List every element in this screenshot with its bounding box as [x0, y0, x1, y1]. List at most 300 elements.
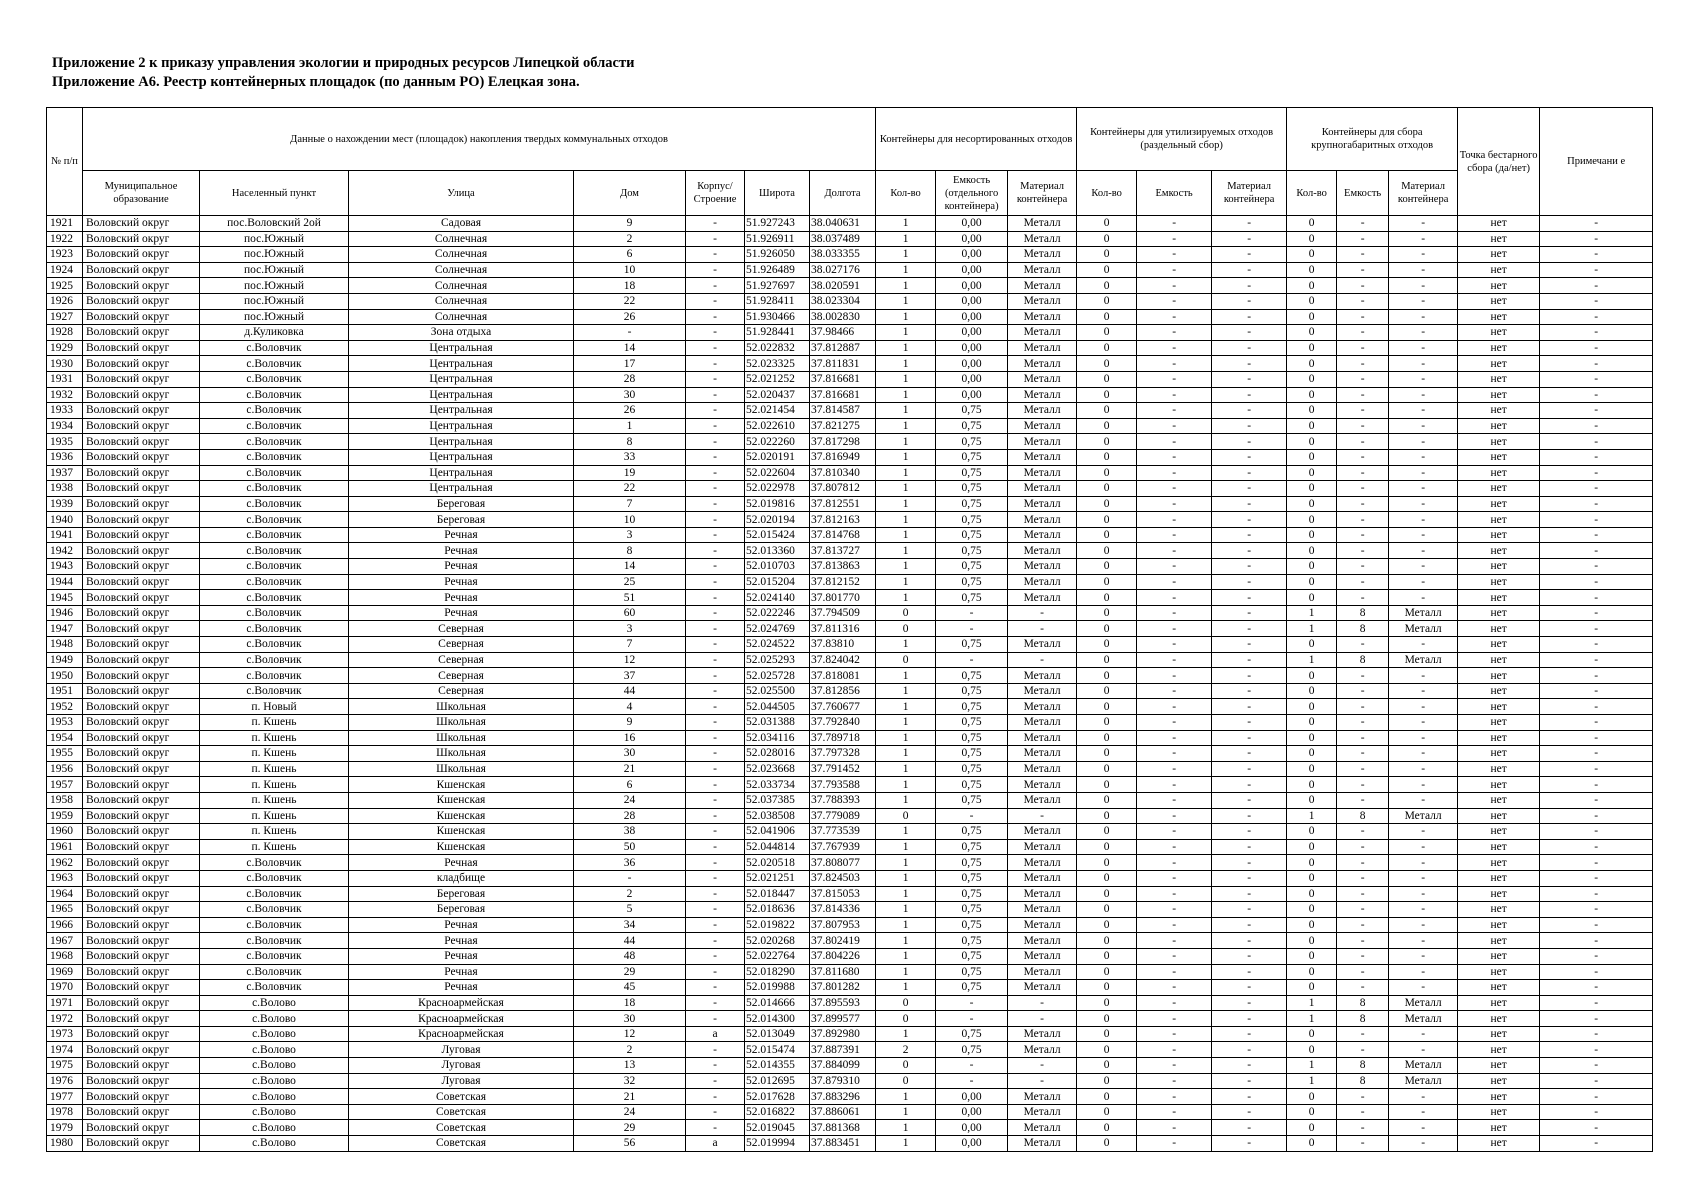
cell-longitude: 37.812887: [810, 340, 876, 356]
cell-bulky-count: 0: [1287, 481, 1337, 497]
cell-longitude: 37.816949: [810, 449, 876, 465]
cell-latitude: 51.928411: [745, 293, 810, 309]
cell-note: -: [1540, 481, 1653, 497]
cell-bulky-count: 1: [1287, 995, 1337, 1011]
cell-unsorted-capacity: -: [936, 1011, 1008, 1027]
cell-recyclable-material: -: [1212, 496, 1287, 512]
cell-settlement: пос.Южный: [200, 278, 349, 294]
cell-bulky-material: -: [1389, 418, 1458, 434]
cell-longitude: 37.812856: [810, 683, 876, 699]
cell-unsorted-material: Металл: [1008, 792, 1077, 808]
cell-longitude: 37.884099: [810, 1058, 876, 1074]
cell-unsorted-count: 1: [876, 262, 936, 278]
cell-settlement: с.Воловчик: [200, 527, 349, 543]
cell-municipality: Воловский округ: [83, 808, 200, 824]
cell-bulky-count: 0: [1287, 637, 1337, 653]
cell-num: 1954: [47, 730, 83, 746]
cell-unsorted-count: 1: [876, 231, 936, 247]
cell-unsorted-material: Металл: [1008, 839, 1077, 855]
table-row: [47, 216, 1653, 232]
cell-latitude: 52.044814: [745, 839, 810, 855]
cell-settlement: с.Воловчик: [200, 512, 349, 528]
cell-unsorted-count: 1: [876, 886, 936, 902]
cell-binless: нет: [1458, 293, 1540, 309]
cell-bulky-material: -: [1389, 278, 1458, 294]
cell-recyclable-capacity: -: [1137, 481, 1212, 497]
cell-recyclable-material: -: [1212, 340, 1287, 356]
cell-bulky-material: -: [1389, 870, 1458, 886]
cell-recyclable-count: 0: [1077, 1042, 1137, 1058]
cell-recyclable-count: 0: [1077, 746, 1137, 762]
cell-note: -: [1540, 917, 1653, 933]
cell-unsorted-count: 1: [876, 371, 936, 387]
cell-house: 36: [574, 855, 686, 871]
cell-unsorted-capacity: 0,75: [936, 543, 1008, 559]
cell-unsorted-capacity: 0,75: [936, 496, 1008, 512]
cell-recyclable-count: 0: [1077, 434, 1137, 450]
cell-house: 44: [574, 933, 686, 949]
cell-bulky-count: 0: [1287, 512, 1337, 528]
cell-bulky-count: 0: [1287, 262, 1337, 278]
cell-note: -: [1540, 590, 1653, 606]
cell-binless: нет: [1458, 1011, 1540, 1027]
cell-recyclable-capacity: -: [1137, 262, 1212, 278]
cell-unsorted-count: 0: [876, 1011, 936, 1027]
cell-building: -: [686, 262, 745, 278]
cell-longitude: 37.791452: [810, 761, 876, 777]
cell-recyclable-material: -: [1212, 839, 1287, 855]
cell-recyclable-material: -: [1212, 247, 1287, 263]
cell-num: 1936: [47, 449, 83, 465]
table-row: [47, 231, 1653, 247]
cell-latitude: 52.031388: [745, 715, 810, 731]
cell-bulky-capacity: -: [1337, 715, 1389, 731]
cell-municipality: Воловский округ: [83, 792, 200, 808]
cell-longitude: 37.792840: [810, 715, 876, 731]
cell-recyclable-capacity: -: [1137, 418, 1212, 434]
cell-latitude: 51.928441: [745, 325, 810, 341]
cell-unsorted-capacity: 0,00: [936, 216, 1008, 232]
table-row: [47, 933, 1653, 949]
cell-recyclable-capacity: -: [1137, 637, 1212, 653]
cell-note: -: [1540, 792, 1653, 808]
cell-num: 1969: [47, 964, 83, 980]
cell-recyclable-capacity: -: [1137, 559, 1212, 575]
cell-bulky-material: -: [1389, 761, 1458, 777]
cell-street: Центральная: [349, 371, 574, 387]
cell-unsorted-material: Металл: [1008, 278, 1077, 294]
cell-bulky-count: 0: [1287, 371, 1337, 387]
cell-building: -: [686, 325, 745, 341]
cell-street: Солнечная: [349, 247, 574, 263]
cell-unsorted-material: Металл: [1008, 512, 1077, 528]
cell-settlement: с.Воловчик: [200, 574, 349, 590]
cell-settlement: с.Воловчик: [200, 418, 349, 434]
cell-street: Речная: [349, 590, 574, 606]
cell-binless: нет: [1458, 902, 1540, 918]
cell-unsorted-capacity: 0,75: [936, 886, 1008, 902]
cell-bulky-material: -: [1389, 309, 1458, 325]
table-row: [47, 1011, 1653, 1027]
cell-building: -: [686, 247, 745, 263]
cell-building: -: [686, 496, 745, 512]
cell-recyclable-count: 0: [1077, 309, 1137, 325]
cell-house: 8: [574, 543, 686, 559]
cell-bulky-count: 0: [1287, 683, 1337, 699]
cell-house: 22: [574, 481, 686, 497]
cell-unsorted-count: 1: [876, 293, 936, 309]
cell-note: -: [1540, 933, 1653, 949]
cell-latitude: 51.926911: [745, 231, 810, 247]
cell-house: 26: [574, 403, 686, 419]
table-row: [47, 715, 1653, 731]
cell-recyclable-material: -: [1212, 1136, 1287, 1152]
cell-unsorted-capacity: 0,75: [936, 1042, 1008, 1058]
cell-bulky-capacity: 8: [1337, 995, 1389, 1011]
cell-unsorted-count: 1: [876, 715, 936, 731]
cell-building: -: [686, 746, 745, 762]
cell-latitude: 52.019994: [745, 1136, 810, 1152]
header-bulky-capacity: Емкость: [1337, 171, 1389, 216]
cell-bulky-count: 0: [1287, 465, 1337, 481]
cell-recyclable-capacity: -: [1137, 948, 1212, 964]
cell-longitude: 37.816681: [810, 371, 876, 387]
cell-street: Советская: [349, 1120, 574, 1136]
cell-house: 14: [574, 559, 686, 575]
cell-building: -: [686, 278, 745, 294]
cell-unsorted-capacity: 0,00: [936, 1104, 1008, 1120]
cell-bulky-material: -: [1389, 403, 1458, 419]
cell-latitude: 52.020518: [745, 855, 810, 871]
table-row: [47, 761, 1653, 777]
cell-binless: нет: [1458, 403, 1540, 419]
cell-note: -: [1540, 1058, 1653, 1074]
table-row: [47, 278, 1653, 294]
table-row: [47, 387, 1653, 403]
cell-unsorted-count: 1: [876, 403, 936, 419]
cell-longitude: 37.818081: [810, 668, 876, 684]
cell-settlement: с.Волово: [200, 1011, 349, 1027]
header-recyclable-capacity: Емкость: [1137, 171, 1212, 216]
cell-municipality: Воловский округ: [83, 231, 200, 247]
cell-municipality: Воловский округ: [83, 434, 200, 450]
cell-longitude: 37.801282: [810, 980, 876, 996]
cell-note: -: [1540, 699, 1653, 715]
table-row: [47, 995, 1653, 1011]
cell-street: Северная: [349, 683, 574, 699]
cell-latitude: 52.025728: [745, 668, 810, 684]
cell-settlement: с.Воловчик: [200, 637, 349, 653]
cell-note: -: [1540, 777, 1653, 793]
cell-bulky-capacity: -: [1337, 465, 1389, 481]
cell-house: 38: [574, 824, 686, 840]
cell-settlement: с.Воловчик: [200, 917, 349, 933]
cell-house: 29: [574, 1120, 686, 1136]
cell-unsorted-material: Металл: [1008, 948, 1077, 964]
header-bulky-group: Контейнеры для сбора крупногабаритных отходов: [1287, 108, 1458, 171]
cell-note: -: [1540, 621, 1653, 637]
cell-note: -: [1540, 948, 1653, 964]
cell-street: Речная: [349, 980, 574, 996]
table-body: [47, 216, 1653, 1152]
cell-note: -: [1540, 496, 1653, 512]
cell-recyclable-capacity: -: [1137, 792, 1212, 808]
cell-latitude: 52.022604: [745, 465, 810, 481]
cell-latitude: 52.014355: [745, 1058, 810, 1074]
cell-street: Центральная: [349, 481, 574, 497]
cell-building: -: [686, 527, 745, 543]
cell-recyclable-capacity: -: [1137, 278, 1212, 294]
cell-house: 18: [574, 995, 686, 1011]
cell-num: 1922: [47, 231, 83, 247]
cell-bulky-count: 0: [1287, 1120, 1337, 1136]
cell-num: 1948: [47, 637, 83, 653]
cell-unsorted-capacity: 0,75: [936, 668, 1008, 684]
cell-latitude: 52.037385: [745, 792, 810, 808]
cell-num: 1974: [47, 1042, 83, 1058]
cell-unsorted-capacity: 0,75: [936, 824, 1008, 840]
cell-note: -: [1540, 247, 1653, 263]
cell-recyclable-capacity: -: [1137, 917, 1212, 933]
cell-house: 50: [574, 839, 686, 855]
cell-unsorted-material: Металл: [1008, 637, 1077, 653]
cell-binless: нет: [1458, 1104, 1540, 1120]
cell-settlement: с.Воловчик: [200, 465, 349, 481]
cell-settlement: пос.Воловский 2ой: [200, 216, 349, 232]
cell-binless: нет: [1458, 621, 1540, 637]
cell-bulky-capacity: -: [1337, 1089, 1389, 1105]
cell-latitude: 52.021454: [745, 403, 810, 419]
table-row: [47, 449, 1653, 465]
cell-recyclable-count: 0: [1077, 652, 1137, 668]
cell-note: -: [1540, 1104, 1653, 1120]
cell-unsorted-count: 1: [876, 387, 936, 403]
cell-unsorted-material: Металл: [1008, 746, 1077, 762]
cell-bulky-material: Металл: [1389, 652, 1458, 668]
cell-bulky-count: 0: [1287, 590, 1337, 606]
cell-recyclable-count: 0: [1077, 231, 1137, 247]
cell-recyclable-count: 0: [1077, 216, 1137, 232]
cell-bulky-capacity: -: [1337, 293, 1389, 309]
cell-unsorted-material: Металл: [1008, 496, 1077, 512]
cell-bulky-count: 0: [1287, 356, 1337, 372]
cell-binless: нет: [1458, 964, 1540, 980]
cell-latitude: 52.041906: [745, 824, 810, 840]
cell-recyclable-capacity: -: [1137, 902, 1212, 918]
cell-recyclable-material: -: [1212, 824, 1287, 840]
cell-bulky-capacity: 8: [1337, 621, 1389, 637]
cell-recyclable-material: -: [1212, 761, 1287, 777]
cell-latitude: 52.018636: [745, 902, 810, 918]
cell-note: -: [1540, 293, 1653, 309]
cell-bulky-material: Металл: [1389, 1011, 1458, 1027]
cell-num: 1972: [47, 1011, 83, 1027]
cell-unsorted-count: 1: [876, 1089, 936, 1105]
cell-settlement: с.Воловчик: [200, 933, 349, 949]
cell-longitude: 37.815053: [810, 886, 876, 902]
cell-bulky-material: Металл: [1389, 621, 1458, 637]
cell-recyclable-capacity: -: [1137, 824, 1212, 840]
table-row: [47, 1104, 1653, 1120]
cell-unsorted-material: Металл: [1008, 761, 1077, 777]
cell-recyclable-material: -: [1212, 1073, 1287, 1089]
cell-num: 1960: [47, 824, 83, 840]
cell-house: 37: [574, 668, 686, 684]
cell-recyclable-capacity: -: [1137, 293, 1212, 309]
cell-house: 5: [574, 902, 686, 918]
cell-settlement: с.Воловчик: [200, 434, 349, 450]
cell-bulky-capacity: -: [1337, 403, 1389, 419]
header-recyclable-count: Кол-во: [1077, 171, 1137, 216]
cell-settlement: с.Волово: [200, 1042, 349, 1058]
cell-num: 1939: [47, 496, 83, 512]
cell-recyclable-count: 0: [1077, 1104, 1137, 1120]
cell-bulky-count: 1: [1287, 1058, 1337, 1074]
table-row: [47, 1058, 1653, 1074]
cell-binless: нет: [1458, 278, 1540, 294]
table-row: [47, 886, 1653, 902]
cell-street: Солнечная: [349, 278, 574, 294]
container-sites-registry-table: [46, 107, 1653, 1152]
cell-recyclable-count: 0: [1077, 1073, 1137, 1089]
cell-bulky-capacity: -: [1337, 902, 1389, 918]
cell-bulky-material: -: [1389, 668, 1458, 684]
cell-bulky-capacity: -: [1337, 855, 1389, 871]
cell-bulky-material: -: [1389, 559, 1458, 575]
cell-recyclable-material: -: [1212, 886, 1287, 902]
cell-unsorted-capacity: 0,75: [936, 683, 1008, 699]
cell-unsorted-count: 1: [876, 855, 936, 871]
cell-house: 45: [574, 980, 686, 996]
cell-longitude: 37.811680: [810, 964, 876, 980]
cell-settlement: с.Воловчик: [200, 403, 349, 419]
cell-house: 2: [574, 231, 686, 247]
cell-unsorted-capacity: 0,00: [936, 325, 1008, 341]
cell-num: 1929: [47, 340, 83, 356]
cell-latitude: 52.024140: [745, 590, 810, 606]
cell-longitude: 37.811316: [810, 621, 876, 637]
table-row: [47, 902, 1653, 918]
cell-recyclable-count: 0: [1077, 886, 1137, 902]
table-row: [47, 559, 1653, 575]
header-bulky-count: Кол-во: [1287, 171, 1337, 216]
cell-street: Советская: [349, 1136, 574, 1152]
cell-house: 33: [574, 449, 686, 465]
cell-unsorted-count: 1: [876, 481, 936, 497]
cell-binless: нет: [1458, 1136, 1540, 1152]
cell-bulky-capacity: -: [1337, 278, 1389, 294]
cell-bulky-count: 0: [1287, 839, 1337, 855]
cell-house: 34: [574, 917, 686, 933]
cell-binless: нет: [1458, 387, 1540, 403]
cell-note: -: [1540, 1042, 1653, 1058]
cell-note: -: [1540, 746, 1653, 762]
cell-unsorted-material: -: [1008, 605, 1077, 621]
cell-unsorted-count: 0: [876, 808, 936, 824]
cell-latitude: 52.015424: [745, 527, 810, 543]
table-row: [47, 870, 1653, 886]
cell-street: Красноармейская: [349, 1026, 574, 1042]
header-unsorted-capacity: Емкость (отдельного контейнера): [936, 171, 1008, 216]
cell-binless: нет: [1458, 465, 1540, 481]
cell-binless: нет: [1458, 418, 1540, 434]
table-row: [47, 699, 1653, 715]
cell-house: 32: [574, 1073, 686, 1089]
cell-house: 4: [574, 699, 686, 715]
cell-binless: нет: [1458, 699, 1540, 715]
cell-settlement: с.Воловчик: [200, 683, 349, 699]
cell-bulky-count: 0: [1287, 948, 1337, 964]
cell-bulky-material: -: [1389, 356, 1458, 372]
cell-recyclable-material: -: [1212, 325, 1287, 341]
cell-longitude: 37.892980: [810, 1026, 876, 1042]
table-row: [47, 917, 1653, 933]
cell-house: 48: [574, 948, 686, 964]
cell-latitude: 52.028016: [745, 746, 810, 762]
cell-building: -: [686, 481, 745, 497]
cell-unsorted-count: 1: [876, 309, 936, 325]
cell-recyclable-count: 0: [1077, 902, 1137, 918]
cell-municipality: Воловский округ: [83, 371, 200, 387]
cell-latitude: 52.018290: [745, 964, 810, 980]
cell-settlement: п. Кшень: [200, 839, 349, 855]
cell-municipality: Воловский округ: [83, 418, 200, 434]
cell-street: Школьная: [349, 730, 574, 746]
cell-num: 1921: [47, 216, 83, 232]
cell-longitude: 37.812163: [810, 512, 876, 528]
cell-unsorted-capacity: 0,75: [936, 870, 1008, 886]
cell-bulky-count: 0: [1287, 933, 1337, 949]
cell-bulky-count: 0: [1287, 792, 1337, 808]
cell-unsorted-material: Металл: [1008, 1089, 1077, 1105]
cell-recyclable-count: 0: [1077, 1026, 1137, 1042]
cell-note: -: [1540, 886, 1653, 902]
cell-num: 1952: [47, 699, 83, 715]
cell-unsorted-material: -: [1008, 808, 1077, 824]
cell-latitude: 52.023325: [745, 356, 810, 372]
cell-building: -: [686, 621, 745, 637]
cell-recyclable-material: -: [1212, 870, 1287, 886]
cell-recyclable-material: -: [1212, 652, 1287, 668]
cell-recyclable-material: -: [1212, 995, 1287, 1011]
cell-house: 24: [574, 792, 686, 808]
cell-recyclable-count: 0: [1077, 948, 1137, 964]
cell-settlement: с.Волово: [200, 1073, 349, 1089]
cell-unsorted-capacity: 0,00: [936, 1089, 1008, 1105]
cell-binless: нет: [1458, 792, 1540, 808]
cell-note: -: [1540, 262, 1653, 278]
cell-bulky-material: -: [1389, 1089, 1458, 1105]
cell-settlement: п. Кшень: [200, 824, 349, 840]
cell-street: Речная: [349, 543, 574, 559]
cell-house: 28: [574, 808, 686, 824]
cell-settlement: с.Воловчик: [200, 870, 349, 886]
cell-recyclable-capacity: -: [1137, 1136, 1212, 1152]
cell-street: Центральная: [349, 449, 574, 465]
cell-unsorted-count: 1: [876, 839, 936, 855]
cell-longitude: 38.002830: [810, 309, 876, 325]
cell-building: -: [686, 418, 745, 434]
cell-settlement: с.Воловчик: [200, 449, 349, 465]
cell-unsorted-count: 1: [876, 543, 936, 559]
cell-unsorted-count: 1: [876, 637, 936, 653]
cell-street: Центральная: [349, 434, 574, 450]
cell-street: Солнечная: [349, 262, 574, 278]
cell-house: 13: [574, 1058, 686, 1074]
cell-num: 1961: [47, 839, 83, 855]
cell-settlement: пос.Южный: [200, 231, 349, 247]
cell-settlement: с.Волово: [200, 1058, 349, 1074]
